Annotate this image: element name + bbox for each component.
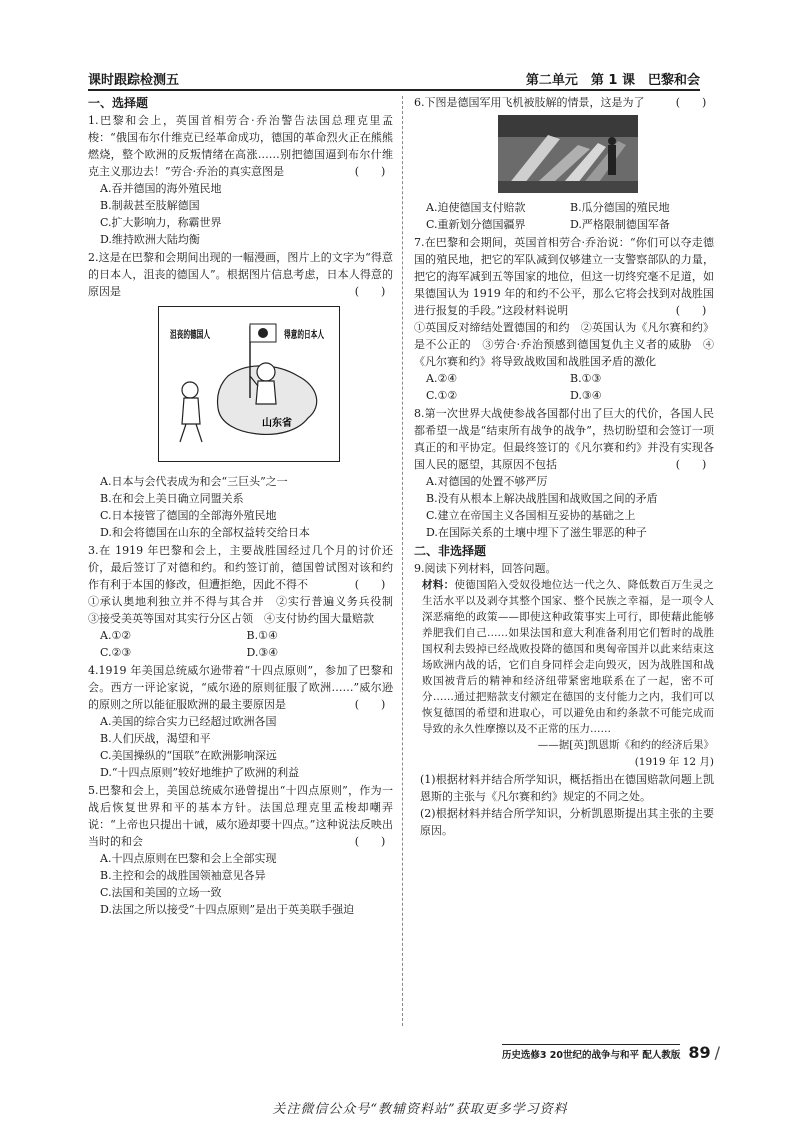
footer-book-title: 历史选修3 20世纪的战争与和平 配人教版 [502,1044,680,1061]
q9-material [414,577,714,737]
page-number: 89 [688,1042,711,1062]
question-2 [88,249,393,541]
watermark-handwriting: 关注微信公众号“教辅资料站”获取更多学习资料 [272,1102,568,1117]
q2-option-d: D.和会将德国在山东的全部权益转交给日本 [100,526,310,539]
q4-option-b: B.人们厌战，渴望和平 [100,732,211,745]
q5-option-a: A.十四点原则在巴黎和会上全部实现 [100,852,277,865]
dismantled-aircraft-photo [498,115,638,193]
cartoon-image [158,306,340,462]
q6-option-c: C.重新划分德国疆界 [426,218,526,231]
q1-option-b: B.制裁甚至肢解德国 [100,199,200,212]
label-proud-japanese: 得意的日本人 [284,330,340,341]
q9-material-text: 使德国陷入受奴役地位达一代之久、降低数百万生灵之生活水平以及剥夺其整个国家、整个民族之幸福，是一项令人深恶痛绝的政策——即使这种政策事实上可行，即使藉此能够养肥我们自己……如果法国和意大利准备利用它们暂时的战胜国权利去毁掉已经战败投降的德国和奥匈帝国并以此来结束这场欧洲内战的话，它们自身同样会走向毁灭，因为战胜国和战败国被背后的精神和经济纽带紧密地联系在了一起，密不可分……通过把赔款支付额定在德国的支付能力之内，我们可以恢复德国的希望和进取心，可以避免由和约条款不可能完成而导致的永久性摩擦以及不正常的压力…… [422,579,715,735]
q1-stem: 1.巴黎和会上，英国首相劳合·乔治警告法国总理克里孟梭：“俄国布尔什维克已经革命成功，德国的革命烈火正在熊熊燃烧，整个欧洲的反叛情绪在高涨……别把德国逼到布尔什维克主义那边去！”劳合·乔治的真实意图是 [88,114,393,178]
german-figure-head [182,382,198,398]
page-header [88,62,700,88]
label-frustrated-german: 沮丧的德国人 [170,330,230,341]
q7-option-b: B.①③ [570,372,602,385]
q1-option-a: A.吞并德国的海外殖民地 [100,182,222,195]
q4-option-c: C.美国操纵的“国联”在欧洲影响深远 [100,749,277,762]
q3-items: ①承认奥地利独立并不得与其合并 ②实行普遍义务兵役制 ③接受美英等国对其实行分区占领 ④支付协约国大量赔款 [88,595,404,625]
japanese-figure-body [256,381,276,404]
q6-option-d: D.严格限制德国军备 [570,218,670,231]
q7-option-c: C.①② [426,389,458,402]
right-column [414,94,714,840]
q8-answer-blank: ( ) [675,458,707,471]
q3-option-a: A.①② [100,629,132,642]
q5-option-b: B.主控和会的战胜国领袖意见各异 [100,869,266,882]
q9-subquestion-2: (2)根据材料并结合所学知识，分析凯恩斯提出其主张的主要原因。 [420,807,714,837]
q3-option-c: C.②③ [100,646,132,659]
q1-option-d: D.维持欧洲大陆均衡 [100,233,200,246]
q3-option-d: D.③④ [246,646,279,659]
page-slash-mark: / [714,1042,720,1062]
header-rule [88,89,700,91]
header-left: 课时跟踪检测五 [88,73,180,88]
q5-option-d: D.法国之所以接受“十四点原则”是出于英美联手强迫 [100,903,355,916]
q7-items: ①英国反对缔结处置德国的和约 ②英国认为《凡尔赛和约》是不公正的 ③劳合·乔治预感到德国复仇主义者的威胁 ④《凡尔赛和约》将导致战败国和战胜国矛盾的激化 [414,321,714,368]
q6-option-a: A.迫使德国支付赔款 [426,201,526,214]
page-footer [470,1041,720,1063]
q9-subquestion-1: (1)根据材料并结合所学知识，概括指出在德国赔款问题上凯恩斯的主张与《凡尔赛和约》规定的不同之处。 [420,773,714,803]
q3-option-b: B.①④ [246,629,278,642]
q9-date: (1919 年 12 月) [634,756,714,768]
question-6 [414,94,714,233]
german-figure-body [182,398,200,424]
section-title-choice: 一、选择题 [88,96,149,110]
q6-answer-blank: ( ) [675,96,707,109]
q4-answer-blank: ( ) [354,698,386,711]
q1-answer-blank: ( ) [354,165,386,178]
q4-stem: 4.1919 年美国总统威尔逊带着“十四点原则”，参加了巴黎和会。西方一评论家说，“威尔逊的原则征服了欧洲……”威尔逊的原则之所以能征服欧洲的最主要原因是 [88,664,393,711]
q3-stem: 3.在 1919 年巴黎和会上，主要战胜国经过几个月的讨价还价，最后签订了对德和约。和约签订前，德国曾试图对该和约作有利于本国的修改，但遭拒绝，因此不得不 [88,544,393,591]
question-3 [88,542,404,661]
left-column [88,94,404,919]
q7-option-a: A.②④ [426,372,458,385]
q7-stem: 7.在巴黎和会期间，英国首相劳合·乔治说：“你们可以夺走德国的殖民地，把它的军队减到仅够建立一支警察部队的力量，把它的海军减到五等国家的地位，但这一切终究毫不足道，如果德国认为 1919 年的和约不公平，那么它将会找到对战胜国进行报复的手段。”这段材料说明 [414,236,714,317]
flag-sun [258,328,268,338]
q6-stem: 6.下图是德国军用飞机被肢解的情景，这是为了 [414,96,645,109]
q5-answer-blank: ( ) [354,835,386,848]
q2-option-c: C.日本接管了德国的全部海外殖民地 [100,509,277,522]
question-7 [414,234,714,404]
q2-answer-blank: ( ) [354,285,386,298]
header-right: 第二单元 第 1 课 巴黎和会 [525,73,700,88]
q2-option-b: B.在和会上美日确立同盟关系 [100,492,244,505]
q7-answer-blank: ( ) [675,304,707,317]
column-divider [402,96,403,1026]
q8-option-d: D.在国际关系的土壤中埋下了滋生罪恶的种子 [426,526,647,539]
q9-source: ——据[英]凯恩斯《和约的经济后果》 [537,739,714,751]
question-4 [88,662,393,781]
q4-option-a: A.美国的综合实力已经超过欧洲各国 [100,715,277,728]
q4-option-d: D.“十四点原则”较好地维护了欧洲的利益 [100,766,300,779]
q2-stem: 2.这是在巴黎和会期间出现的一幅漫画，图片上的文字为“得意的日本人，沮丧的德国人”。根据图片信息考虑，日本人得意的原因是 [88,251,393,298]
q8-stem: 8.第一次世界大战使参战各国都付出了巨大的代价，各国人民都希望一战是“结束所有战争的战争”，热切盼望和会签订一项真正的和平协定。但最终签订的《凡尔赛和约》并没有实现各国人民的愿望，其原因不包括 [414,407,714,471]
q7-option-d: D.③④ [570,389,602,402]
q1-option-c: C.扩大影响力，称霸世界 [100,216,222,229]
label-shandong: 山东省 [262,418,292,429]
q8-option-a: A.对德国的处置不够严厉 [426,475,548,488]
question-5 [88,782,393,918]
question-8 [414,405,714,541]
question-9 [414,560,714,839]
q8-option-c: C.建立在帝国主义各国相互妥协的基础之上 [426,509,636,522]
q5-stem: 5.巴黎和会上，美国总统威尔逊曾提出“十四点原则”，作为一战后恢复世界和平的基本方针。法国总理克里孟梭却嘲弄说：“上帝也只提出十诫，威尔逊却要十四点。”这种说法反映出当时的和会 [88,784,393,848]
q2-option-a: A.日本与会代表成为和会“三巨头”之一 [100,475,288,488]
q9-material-label: 材料： [422,579,455,591]
q9-stem: 9.阅读下列材料，回答问题。 [414,562,557,575]
q8-option-b: B.没有从根本上解决战胜国和战败国之间的矛盾 [426,492,658,505]
section-title-non-choice: 二、非选择题 [414,544,487,558]
japanese-figure-head [257,363,275,381]
question-1 [88,112,393,248]
q6-option-b: B.瓜分德国的殖民地 [570,201,670,214]
q3-answer-blank: ( ) [354,578,386,591]
q5-option-c: C.法国和美国的立场一致 [100,886,222,899]
